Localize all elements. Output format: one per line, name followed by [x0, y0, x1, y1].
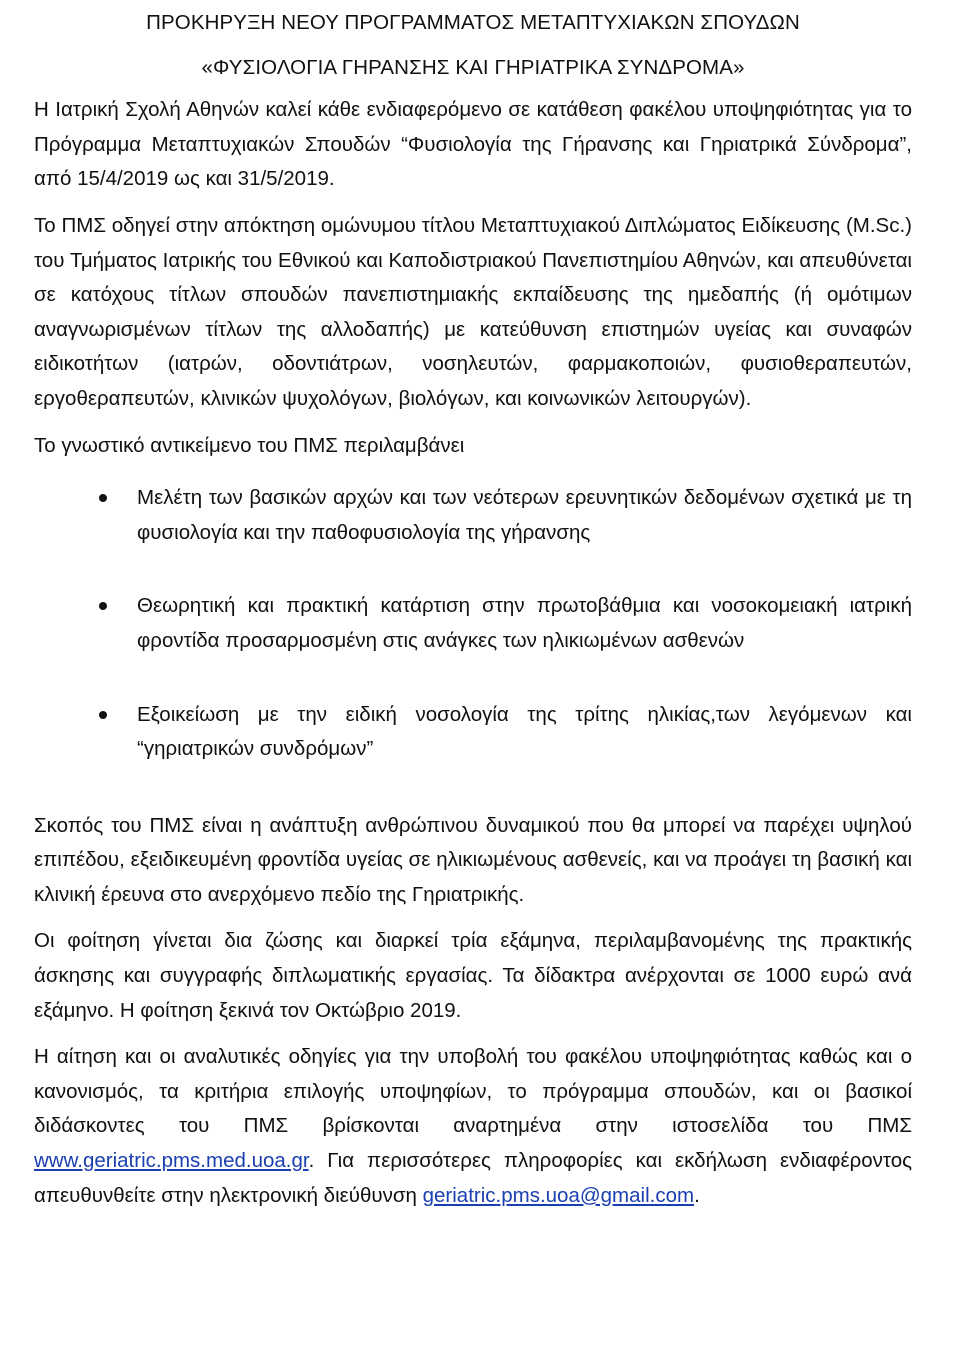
- degree-paragraph: Το ΠΜΣ οδηγεί στην απόκτηση ομώνυμου τίτλου Μεταπτυχιακού Διπλώματος Ειδίκευσης (M.Sc.) του Τμήματος Ιατρικής του Εθνικού και Καποδιστριακού Πανεπιστημίου Αθηνών, και απευθύνεται σε κατόχους τίτλων σπουδών πανεπιστημιακής εκπαίδευσης της ημεδαπής (ή ομότιμων αναγνωρισμένων τίτλων της αλλοδαπής) με κατεύθυνση επιστημών υγείας και συναφών ειδικοτήτων (ιατρών, οδοντιάτρων, νοσηλευτών, φαρμακοποιών, φυσιοθεραπευτών, εργοθεραπευτών, κλινικών ψυχολόγων, βιολόγων, και κοινωνικών λειτουργών).: [34, 213, 912, 410]
- bullet-icon: [99, 481, 109, 515]
- scope-bullet-list: [34, 481, 912, 767]
- list-item: [34, 589, 912, 658]
- bullet-icon: [99, 589, 109, 623]
- goal-paragraph: Σκοπός του ΠΜΣ είναι η ανάπτυξη ανθρώπινου δυναμικού που θα μπορεί να παρέχει υψηλού επιπέδου, εξειδικευμένη φροντίδα υγείας σε ηλικιωμένους ασθενείς, και να προάγει τη βασική και κλινική έρευνα στο ανερχόμενο πεδίο της Γηριατρικής.: [34, 813, 912, 906]
- application-paragraph: [34, 1040, 912, 1213]
- application-text-part1: Η αίτηση και οι αναλυτικές οδηγίες για την υποβολή του φακέλου υποψηφιότητας καθώς και ο κανονισμός, τα κριτήρια επιλογής υποψηφίων, το πρόγραμμα σπουδών, και οι βασικοί διδάσκοντες του ΠΜΣ βρίσκονται αναρτημένα στην ιστοσελίδα του ΠΜΣ: [34, 1045, 912, 1138]
- intro-paragraph: Η Ιατρική Σχολή Αθηνών καλεί κάθε ενδιαφερόμενο σε κατάθεση φακέλου υποψηφιότητας για το Πρόγραμμα Μεταπτυχιακών Σπουδών “Φυσιολογία της Γήρανσης και Γηριατρικά Σύνδρομα”, από 15/4/2019 ως και 31/5/2019.: [34, 98, 912, 191]
- list-item: [34, 481, 912, 550]
- website-link[interactable]: www.geriatric.pms.med.uoa.gr: [34, 1149, 309, 1173]
- email-link[interactable]: geriatric.pms.uoa@gmail.com: [422, 1183, 695, 1207]
- scope-intro-paragraph: Το γνωστικό αντικείμενο του ΠΜΣ περιλαμβάνει: [34, 433, 465, 457]
- document-page: [34, 6, 912, 1225]
- bullet-text: Θεωρητική και πρακτική κατάρτιση στην πρωτοβάθμια και νοσοκομειακή ιατρική φροντίδα προσαρμοσμένη στις ανάγκες των ηλικιωμένων ασθενών: [137, 594, 912, 652]
- bullet-text: Εξοικείωση με την ειδική νοσολογία της τρίτης ηλικίας,των λεγόμενων και “γηριατρικών συνδρόμων”: [137, 702, 912, 761]
- bullet-icon: [99, 698, 109, 732]
- study-paragraph: Οι φοίτηση γίνεται δια ζώσης και διαρκεί τρία εξάμηνα, περιλαμβανομένης της πρακτικής άσκησης και συγγραφής διπλωματικής εργασίας. Τα δίδακτρα ανέρχονται σε 1000 ευρώ ανά εξάμηνο. Η φοίτηση ξεκινά τον Οκτώβριο 2019.: [34, 929, 912, 1022]
- title-line-2: «ΦΥΣΙΟΛΟΓΙΑ ΓΗΡΑΝΣΗΣ ΚΑΙ ΓΗΡΙΑΤΡΙΚΑ ΣΥΝΔΡΟΜΑ»: [201, 55, 745, 79]
- title-line-1: ΠΡΟΚΗΡΥΞΗ ΝΕΟΥ ΠΡΟΓΡΑΜΜΑΤΟΣ ΜΕΤΑΠΤΥΧΙΑΚΩΝ ΣΠΟΥΔΩΝ: [146, 11, 800, 34]
- bullet-text: Μελέτη των βασικών αρχών και των νεότερων ερευνητικών δεδομένων σχετικά με τη φυσιολογία και την παθοφυσιολογία της γήρανσης: [137, 486, 912, 544]
- list-item: [34, 698, 912, 767]
- application-text-part2: . Για περισσότερες πληροφορίες και εκδήλωση ενδιαφέροντος απευθυνθείτε στην ηλεκτρονική διεύθυνση: [34, 1149, 912, 1207]
- application-text-end: .: [694, 1183, 700, 1207]
